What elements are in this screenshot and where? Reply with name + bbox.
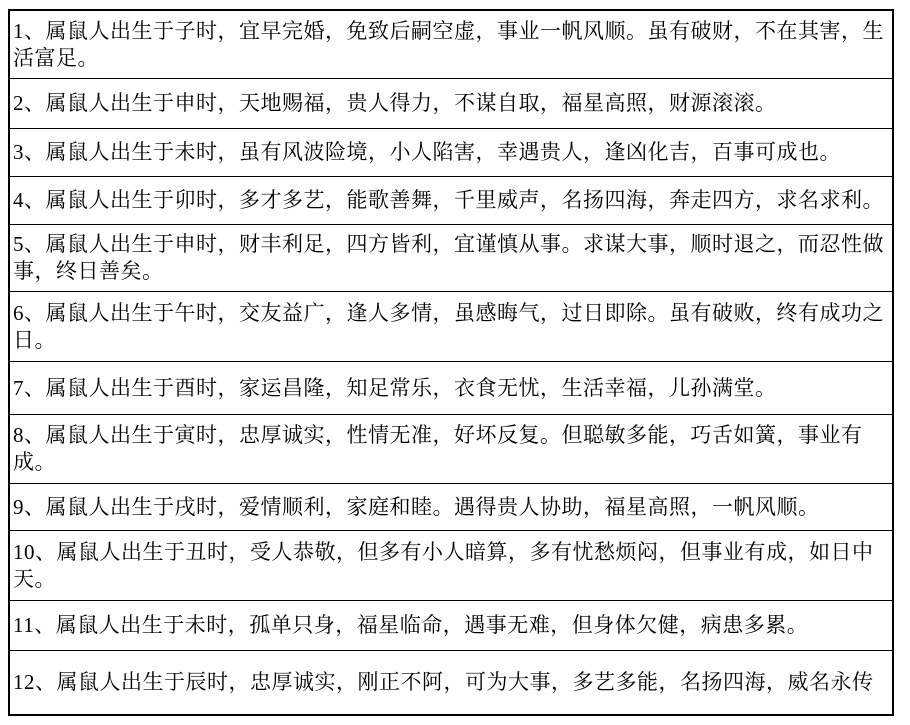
row-text: 3、属鼠人出生于未时，虽有风波险境，小人陷害，幸遇贵人，逢凶化吉，百事可成也。 (13, 140, 841, 164)
row-text: 7、属鼠人出生于酉时，家运昌隆，知足常乐，衣食无忧，生活幸福，儿孙满堂。 (13, 375, 777, 400)
row-text: 12、属鼠人出生于辰时，忠厚诚实，刚正不阿，可为大事，多艺多能，名扬四海，威名永传 (13, 670, 874, 694)
row-text: 4、属鼠人出生于卯时，多才多艺，能歌善舞，千里威声，名扬四海，奔走四方，求名求利。 (13, 188, 884, 212)
table-row (10, 176, 892, 224)
row-text: 8、属鼠人出生于寅时，忠厚诚实，性情无准，好坏反复。但聪敏多能，巧舌如簧，事业有成。 (13, 423, 863, 474)
table-row (10, 600, 892, 650)
row-text: 1、属鼠人出生于子时，宜早完婚，免致后嗣空虚，事业一帆风顺。虽有破财，不在其害，生活富足。 (13, 18, 884, 70)
table-row (10, 224, 892, 291)
table-row (10, 483, 892, 530)
fortune-table (8, 9, 894, 716)
row-text: 6、属鼠人出生于午时，交友益广，逢人多情，虽感晦气，过日即除。虽有破败，终有成功之日。 (13, 300, 884, 352)
row-text: 9、属鼠人出生于戌时，爱情顺利，家庭和睦。遇得贵人协助，福星高照，一帆风顺。 (13, 494, 820, 519)
table-row (10, 291, 892, 361)
row-text: 11、属鼠人出生于未时，孤单只身，福星临命，遇事无难，但身体欠健，病患多累。 (13, 613, 809, 637)
table-row (10, 78, 892, 128)
row-text: 2、属鼠人出生于申时，天地赐福，贵人得力，不谋自取，福星高照，财源滚滚。 (13, 91, 777, 115)
table-row (10, 414, 892, 483)
table-row (10, 650, 892, 714)
table-row (10, 530, 892, 600)
row-text: 10、属鼠人出生于丑时，受人恭敬，但多有小人暗算，多有忧愁烦闷，但事业有成，如日中天。 (13, 539, 874, 591)
table-row (10, 11, 892, 78)
row-text: 5、属鼠人出生于申时，财丰利足，四方皆利，宜谨慎从事。求谋大事，顺时退之，而忍性做事，终日善矣。 (13, 232, 884, 283)
table-row (10, 361, 892, 414)
table-row (10, 128, 892, 176)
